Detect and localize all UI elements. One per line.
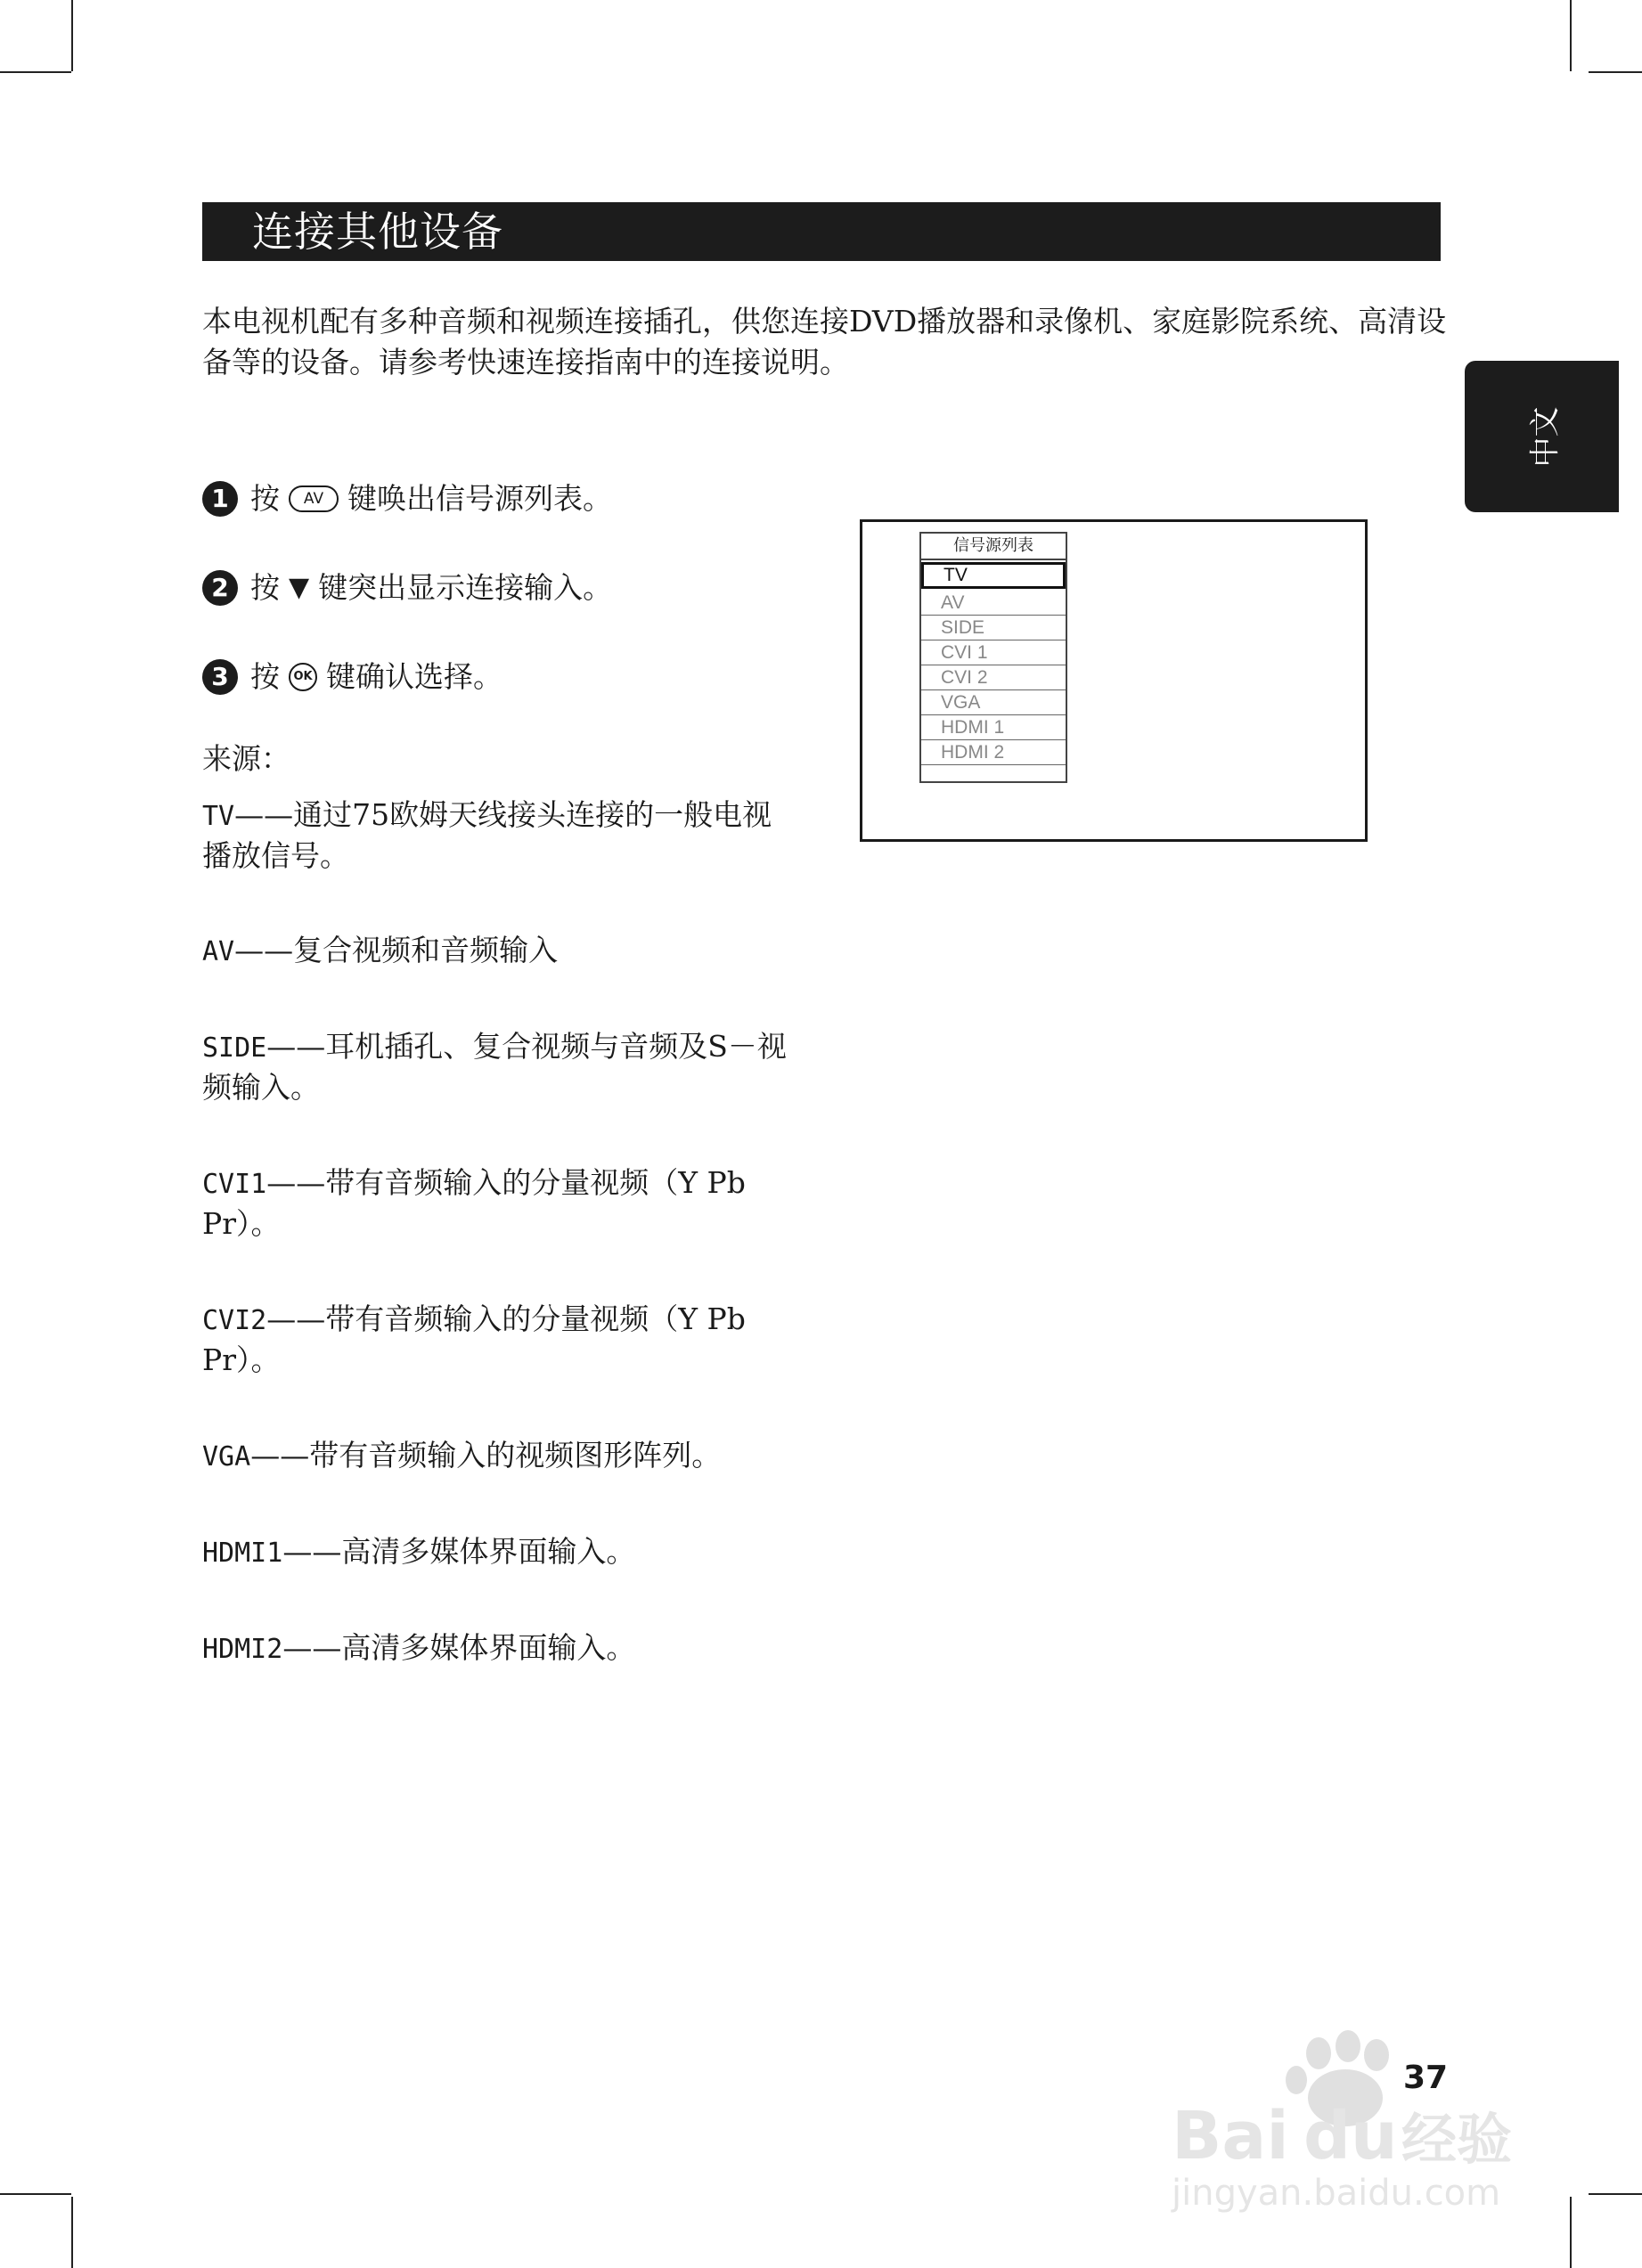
definition-term: HDMI2 — [202, 1634, 283, 1665]
svg-text:jingyan.baidu.com: jingyan.baidu.com — [1172, 2173, 1501, 2214]
language-tab — [1465, 361, 1619, 512]
definition-term: CVI1 — [202, 1169, 267, 1200]
source-list-item[interactable]: CVI 1 — [921, 640, 1066, 665]
definition-desc: ——带有音频输入的分量视频（Y Pb Pr）。 — [202, 1301, 746, 1377]
av-key-icon: AV — [289, 485, 339, 512]
source-label: 来源： — [202, 741, 290, 776]
ok-key-icon: OK — [289, 663, 317, 691]
crop-mark — [71, 2197, 73, 2268]
source-list-blank-row — [921, 765, 1066, 783]
source-list-menu — [919, 532, 1067, 783]
crop-mark — [1570, 0, 1572, 71]
definition-term: AV — [202, 936, 235, 967]
source-list-header: 信号源列表 — [921, 534, 1066, 560]
definition-desc: ——通过75欧姆天线接头连接的一般电视播放信号。 — [202, 797, 772, 873]
step-text-pre: 按 — [250, 481, 280, 516]
definition-desc: ——复合视频和音频输入 — [234, 933, 559, 967]
crop-mark — [1589, 71, 1642, 73]
crop-mark — [0, 71, 71, 73]
page-number: 37 — [1403, 2060, 1449, 2096]
source-list-item[interactable]: CVI 2 — [921, 665, 1066, 690]
step-number: 2 — [202, 570, 238, 606]
definition-item — [202, 795, 790, 876]
definition-desc: ——高清多媒体界面输入。 — [282, 1630, 636, 1665]
definition-term: VGA — [202, 1441, 251, 1473]
svg-text:Bai: Bai — [1172, 2098, 1289, 2174]
crop-mark — [0, 2193, 71, 2195]
step-text-pre: 按 — [250, 659, 280, 694]
definition-desc: ——带有音频输入的视频图形阵列。 — [250, 1438, 722, 1473]
definition-desc: ——耳机插孔、复合视频与音频及S－视频输入。 — [202, 1029, 787, 1105]
step-1 — [202, 479, 612, 518]
crop-mark — [1589, 2193, 1642, 2195]
definition-term: CVI2 — [202, 1305, 267, 1336]
definition-item — [202, 1027, 790, 1107]
svg-text:经验: 经验 — [1401, 2107, 1513, 2172]
definition-item — [202, 931, 790, 972]
definition-term: TV — [202, 801, 235, 832]
down-arrow-icon: ▼ — [289, 572, 310, 603]
crop-mark — [1570, 2197, 1572, 2268]
definition-term: SIDE — [202, 1032, 267, 1064]
source-list-item[interactable]: HDMI 2 — [921, 740, 1066, 765]
step-text-post: 键唤出信号源列表。 — [347, 481, 612, 516]
definition-item — [202, 1532, 790, 1573]
step-text-pre: 按 — [250, 570, 280, 605]
definition-item — [202, 1300, 790, 1380]
step-number: 3 — [202, 659, 238, 695]
definition-item — [202, 1436, 790, 1477]
definition-desc: ——高清多媒体界面输入。 — [282, 1534, 636, 1569]
source-list-item[interactable]: SIDE — [921, 616, 1066, 640]
step-text-post: 键确认选择。 — [326, 659, 502, 694]
definition-item — [202, 1628, 790, 1669]
svg-text:du: du — [1303, 2098, 1398, 2174]
section-title: 连接其他设备 — [202, 202, 1441, 261]
definition-desc: ——带有音频输入的分量视频（Y Pb Pr）。 — [202, 1165, 746, 1241]
source-list-item[interactable]: VGA — [921, 690, 1066, 715]
definition-term: HDMI1 — [202, 1538, 283, 1569]
definition-item — [202, 1163, 790, 1244]
step-number: 1 — [202, 481, 238, 517]
baidu-watermark-logo — [1163, 2027, 1546, 2214]
step-text-post: 键突出显示连接输入。 — [318, 570, 613, 605]
source-list-item[interactable]: HDMI 1 — [921, 715, 1066, 740]
intro-paragraph: 本电视机配有多种音频和视频连接插孔，供您连接DVD播放器和录像机、家庭影院系统、高清设备等的设备。请参考快速连接指南中的连接说明。 — [202, 304, 1447, 379]
language-tab-label: 中文 — [1527, 406, 1563, 467]
source-list-item[interactable]: TV — [921, 562, 1066, 589]
crop-mark — [71, 0, 73, 71]
step-2 — [202, 568, 612, 608]
step-3 — [202, 657, 502, 697]
source-list-item[interactable]: AV — [921, 591, 1066, 616]
